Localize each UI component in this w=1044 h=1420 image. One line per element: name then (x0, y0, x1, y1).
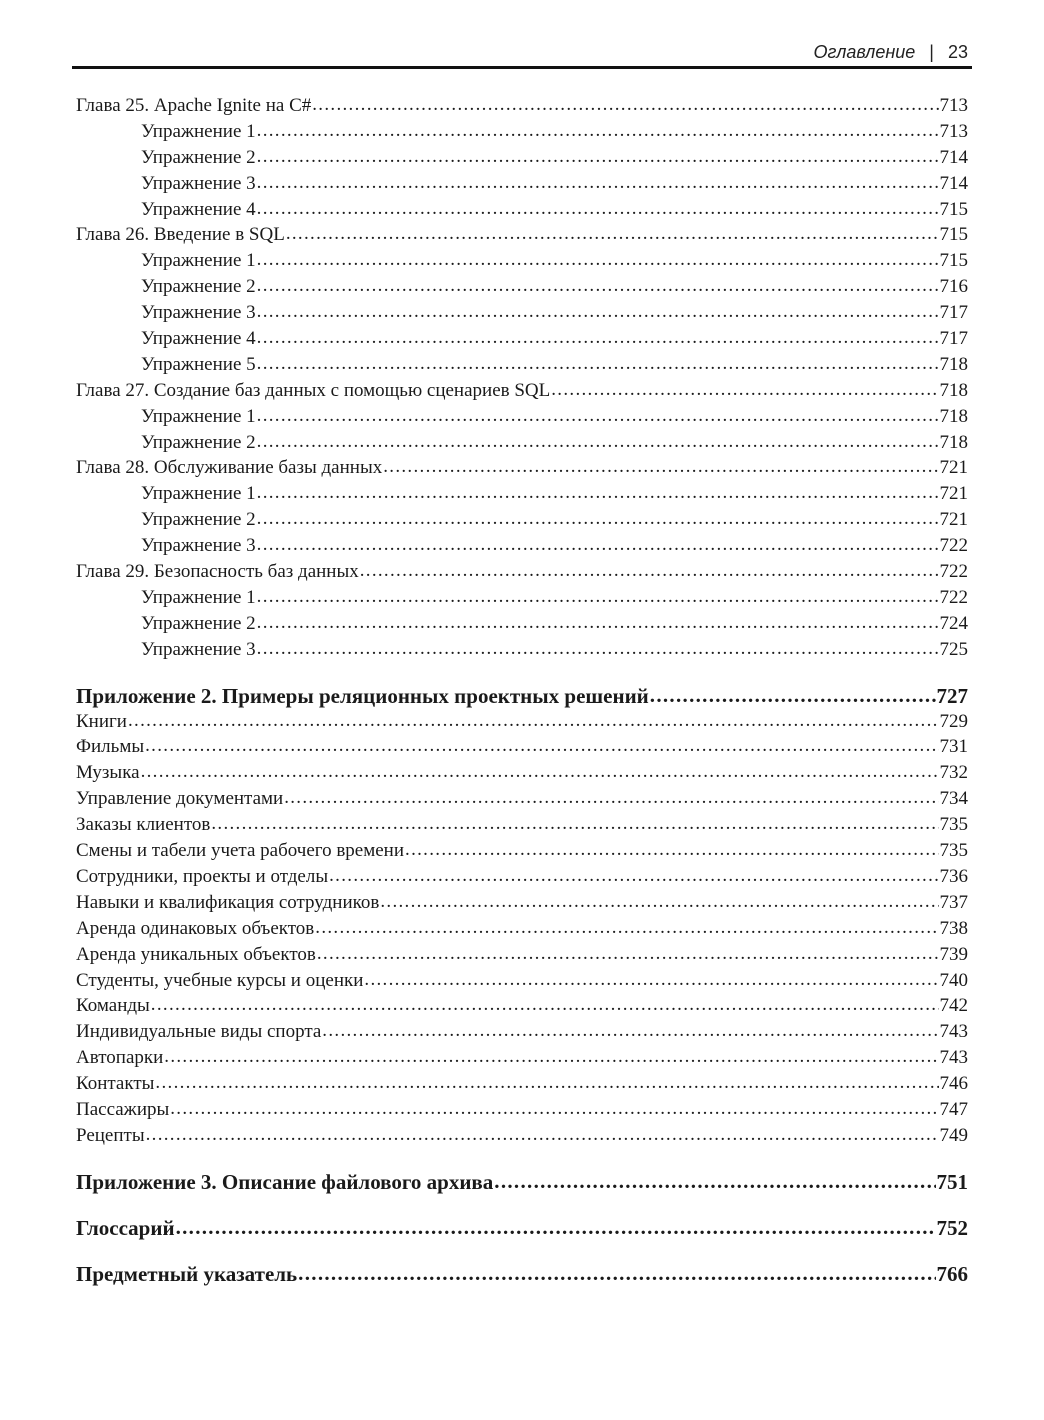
toc-entry-label: Смены и табели учета рабочего времени (76, 840, 405, 862)
toc-chapter-entry (76, 837, 968, 863)
dot-leader (322, 1018, 938, 1037)
toc-entry-page: 722 (939, 535, 968, 557)
dot-leader (257, 584, 939, 603)
toc-chapter-entry (76, 1070, 968, 1096)
toc-entry-label: Команды (76, 995, 150, 1017)
dot-leader (257, 610, 939, 629)
toc-chapter-entry (76, 992, 968, 1018)
toc-entry-label: Фильмы (76, 736, 145, 758)
toc-entry-page: 739 (939, 943, 968, 965)
toc-chapter-entry (76, 558, 968, 584)
toc-exercise-entry (76, 273, 968, 299)
toc-entry-page: 724 (939, 612, 968, 634)
toc-entry-page: 737 (939, 891, 968, 913)
toc-exercise-entry (76, 584, 968, 610)
dot-leader (364, 967, 938, 986)
toc-entry-label: Индивидуальные виды спорта (76, 1021, 322, 1043)
toc-entry-page: 749 (939, 1124, 968, 1146)
toc-entry-page: 735 (939, 814, 968, 836)
running-header (72, 40, 972, 69)
toc-section-entry (76, 1214, 968, 1240)
toc-entry-page: 729 (939, 710, 968, 732)
dot-leader (494, 1168, 935, 1189)
toc-chapter-entry (76, 221, 968, 247)
toc-entry-label: Глава 25. Apache Ignite на C# (76, 95, 312, 116)
toc-entry-label: Упражнение 3 (141, 638, 256, 660)
toc-entry-label: Упражнение 2 (141, 276, 256, 298)
toc-entry-page: 740 (939, 969, 968, 991)
dot-leader (257, 636, 939, 655)
toc-entry-label: Студенты, учебные курсы и оценки (76, 969, 364, 991)
toc-entry-page: 746 (939, 1073, 968, 1095)
toc-entry-label: Автопарки (76, 1047, 164, 1069)
toc-entry-label: Предметный указатель (76, 1261, 298, 1286)
table-of-contents (76, 92, 968, 1286)
toc-chapter-entry (76, 759, 968, 785)
dot-leader (257, 429, 939, 448)
dot-leader (286, 221, 939, 240)
toc-entry-label: Упражнение 1 (141, 120, 256, 142)
toc-chapter-entry (76, 941, 968, 967)
toc-entry-label: Пассажиры (76, 1098, 170, 1120)
toc-entry-page: 715 (939, 250, 968, 272)
toc-entry-page: 713 (939, 120, 968, 142)
dot-leader (257, 196, 939, 215)
toc-entry-label: Заказы клиентов (76, 814, 211, 836)
dot-leader (155, 1070, 938, 1089)
toc-entry-page: 722 (939, 586, 968, 608)
toc-entry-label: Музыка (76, 762, 140, 784)
dot-leader (257, 403, 939, 422)
toc-entry-label: Приложение 2. Примеры реляционных проектных решений (76, 683, 649, 708)
toc-chapter-entry (76, 915, 968, 941)
dot-leader (151, 992, 939, 1011)
toc-entry-page: 722 (939, 561, 968, 583)
toc-entry-label: Навыки и квалификация сотрудников (76, 891, 380, 913)
toc-entry-page: 752 (936, 1215, 968, 1240)
toc-chapter-entry (76, 708, 968, 734)
toc-entry-page: 721 (939, 457, 968, 479)
toc-entry-page: 715 (939, 198, 968, 220)
dot-leader (141, 759, 939, 778)
toc-entry-page: 718 (939, 431, 968, 453)
toc-exercise-entry (76, 506, 968, 532)
toc-entry-label: Книги (76, 710, 127, 732)
header-page-number: 23 (947, 42, 968, 62)
toc-exercise-entry (76, 170, 968, 196)
dot-leader (176, 1214, 936, 1235)
toc-entry-label: Контакты (76, 1073, 155, 1095)
toc-entry-page: 766 (936, 1261, 968, 1286)
toc-exercise-entry (76, 247, 968, 273)
toc-chapter-entry (76, 454, 968, 480)
toc-entry-page: 751 (936, 1169, 968, 1194)
dot-leader (257, 247, 939, 266)
toc-entry-page: 715 (939, 224, 968, 246)
dot-leader (257, 273, 939, 292)
toc-chapter-entry (76, 1122, 968, 1148)
toc-entry-page: 713 (939, 95, 968, 116)
toc-exercise-entry (76, 196, 968, 222)
dot-leader (551, 377, 938, 396)
dot-leader (257, 480, 939, 499)
toc-entry-label: Глава 26. Введение в SQL (76, 224, 285, 246)
toc-chapter-entry (76, 733, 968, 759)
dot-leader (312, 92, 938, 111)
toc-entry-page: 717 (939, 328, 968, 350)
toc-entry-label: Упражнение 1 (141, 405, 256, 427)
toc-entry-label: Упражнение 1 (141, 586, 256, 608)
toc-exercise-entry (76, 118, 968, 144)
toc-exercise-entry (76, 429, 968, 455)
dot-leader (317, 941, 939, 960)
toc-exercise-entry (76, 636, 968, 662)
toc-entry-label: Упражнение 1 (141, 483, 256, 505)
toc-entry-page: 734 (939, 788, 968, 810)
dot-leader (146, 1122, 939, 1141)
toc-entry-page: 732 (939, 762, 968, 784)
toc-exercise-entry (76, 299, 968, 325)
dot-leader (257, 506, 939, 525)
toc-entry-label: Упражнение 2 (141, 509, 256, 531)
toc-entry-label: Приложение 3. Описание файлового архива (76, 1169, 494, 1194)
dot-leader (360, 558, 939, 577)
toc-entry-page: 747 (939, 1098, 968, 1120)
dot-leader (380, 889, 938, 908)
dot-leader (164, 1044, 938, 1063)
toc-exercise-entry (76, 480, 968, 506)
toc-entry-page: 716 (939, 276, 968, 298)
toc-entry-page: 736 (939, 865, 968, 887)
toc-entry-page: 738 (939, 917, 968, 939)
toc-chapter-entry (76, 889, 968, 915)
toc-chapter-entry (76, 377, 968, 403)
toc-entry-page: 743 (939, 1021, 968, 1043)
toc-entry-page: 714 (939, 146, 968, 168)
dot-leader (315, 915, 938, 934)
toc-entry-label: Глава 29. Безопасность баз данных (76, 561, 359, 583)
toc-entry-page: 721 (939, 483, 968, 505)
dot-leader (329, 863, 938, 882)
toc-entry-page: 727 (936, 683, 968, 708)
toc-entry-label: Глава 27. Создание баз данных с помощью сценариев SQL (76, 379, 551, 401)
toc-entry-label: Упражнение 2 (141, 431, 256, 453)
toc-chapter-entry (76, 1044, 968, 1070)
toc-entry-page: 717 (939, 302, 968, 324)
toc-entry-label: Управление документами (76, 788, 284, 810)
dot-leader (257, 351, 939, 370)
dot-leader (145, 733, 938, 752)
dot-leader (383, 454, 938, 473)
toc-entry-label: Аренда уникальных объектов (76, 943, 316, 965)
toc-entry-page: 725 (939, 638, 968, 660)
toc-entry-label: Упражнение 3 (141, 535, 256, 557)
toc-entry-page: 714 (939, 172, 968, 194)
toc-entry-page: 742 (939, 995, 968, 1017)
toc-entry-label: Упражнение 4 (141, 198, 256, 220)
toc-exercise-entry (76, 144, 968, 170)
toc-exercise-entry (76, 351, 968, 377)
toc-entry-page: 731 (939, 736, 968, 758)
dot-leader (405, 837, 938, 856)
toc-entry-page: 743 (939, 1047, 968, 1069)
toc-entry-label: Упражнение 3 (141, 172, 256, 194)
toc-entry-page: 718 (939, 379, 968, 401)
toc-entry-label: Сотрудники, проекты и отделы (76, 865, 329, 887)
toc-chapter-entry (76, 1096, 968, 1122)
dot-leader (257, 170, 939, 189)
toc-section-entry (76, 1168, 968, 1194)
dot-leader (257, 325, 939, 344)
dot-leader (128, 708, 939, 727)
toc-section-entry (76, 1260, 968, 1286)
dot-leader (257, 532, 939, 551)
toc-chapter-entry (76, 1018, 968, 1044)
dot-leader (170, 1096, 938, 1115)
toc-entry-label: Глоссарий (76, 1215, 175, 1240)
toc-chapter-entry (76, 811, 968, 837)
dot-leader (650, 682, 936, 703)
toc-entry-label: Упражнение 5 (141, 353, 256, 375)
toc-entry-label: Упражнение 3 (141, 302, 256, 324)
toc-chapter-entry (76, 863, 968, 889)
toc-chapter-entry (76, 967, 968, 993)
toc-entry-label: Упражнение 2 (141, 146, 256, 168)
toc-chapter-entry (76, 785, 968, 811)
toc-entry-page: 718 (939, 405, 968, 427)
toc-entry-label: Упражнение 4 (141, 328, 256, 350)
toc-exercise-entry (76, 325, 968, 351)
toc-section-entry (76, 682, 968, 708)
header-separator: | (929, 42, 934, 62)
dot-leader (211, 811, 938, 830)
dot-leader (298, 1260, 935, 1281)
dot-leader (257, 144, 939, 163)
toc-chapter-entry (76, 92, 968, 118)
toc-entry-label: Аренда одинаковых объектов (76, 917, 315, 939)
toc-entry-page: 735 (939, 840, 968, 862)
toc-exercise-entry (76, 610, 968, 636)
toc-entry-label: Упражнение 1 (141, 250, 256, 272)
toc-entry-label: Рецепты (76, 1124, 145, 1146)
toc-entry-label: Упражнение 2 (141, 612, 256, 634)
toc-exercise-entry (76, 403, 968, 429)
toc-exercise-entry (76, 532, 968, 558)
dot-leader (257, 299, 939, 318)
toc-entry-label: Глава 28. Обслуживание базы данных (76, 457, 383, 479)
dot-leader (257, 118, 939, 137)
toc-entry-page: 721 (939, 509, 968, 531)
toc-entry-page: 718 (939, 353, 968, 375)
header-section-title: Оглавление (813, 42, 916, 62)
dot-leader (284, 785, 938, 804)
